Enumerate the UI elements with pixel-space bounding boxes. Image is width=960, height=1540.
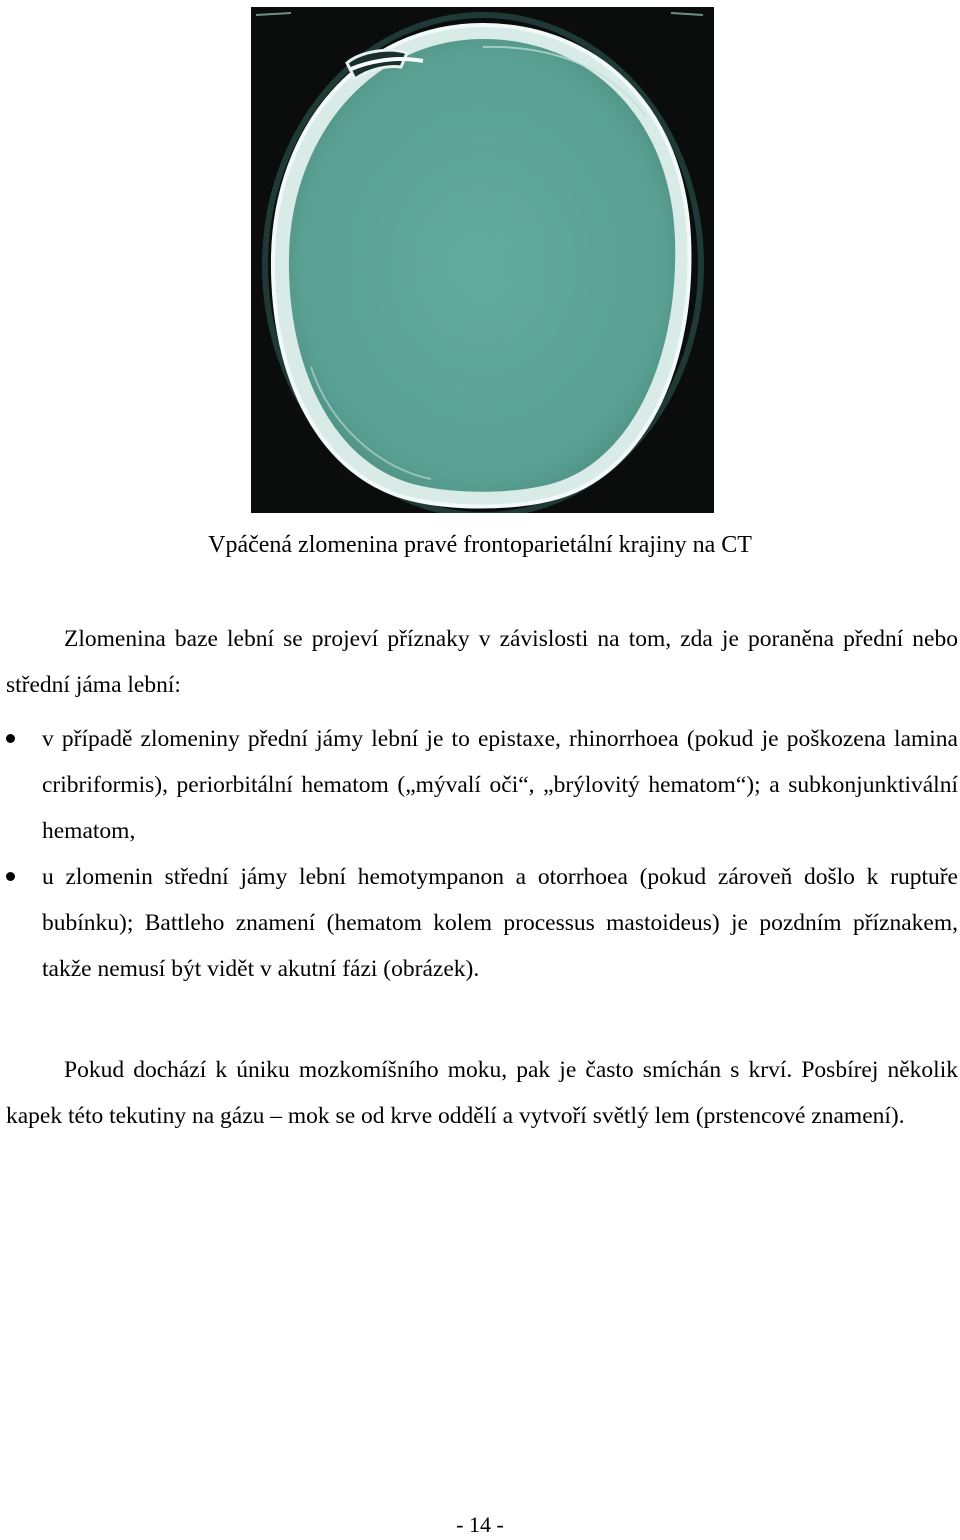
list-item	[6, 716, 958, 854]
ct-scan-image	[251, 7, 714, 513]
ct-scan-graphic	[251, 7, 714, 513]
symptom-list	[6, 716, 958, 992]
paragraph-csf: Pokud dochází k úniku mozkomíšního moku, pak je často smíchán s krví. Posbírej několik kapek této tekutiny na gázu – mok se od krve oddělí a vytvoří světlý lem (prstencové znamení).	[6, 1057, 958, 1129]
bullet-icon	[6, 734, 15, 743]
figure-caption: Vpáčená zlomenina pravé frontoparietální krajiny na CT	[208, 532, 752, 558]
paragraph-intro: Zlomenina baze lební se projeví příznaky v závislosti na tom, zda je poraněna přední nebo střední jáma lební:	[6, 626, 958, 698]
list-item-text: v případě zlomeniny přední jámy lební je to epistaxe, rhinorrhoea (pokud je poškozena lamina cribriformis), periorbitální hematom („mývalí oči“, „brýlovitý hematom“); a subkonjunktivální hematom,	[42, 726, 958, 844]
list-item	[6, 854, 958, 992]
page-number: - 14 -	[456, 1512, 504, 1537]
list-item-text: u zlomenin střední jámy lební hemotympanon a otorrhoea (pokud zároveň došlo k ruptuře bubínku); Battleho znamení (hematom kolem processus mastoideus) je pozdním příznakem, takže nemusí být vidět v akutní fázi (obrázek).	[42, 864, 958, 982]
brain-region	[289, 39, 675, 492]
bullet-icon	[6, 872, 15, 881]
